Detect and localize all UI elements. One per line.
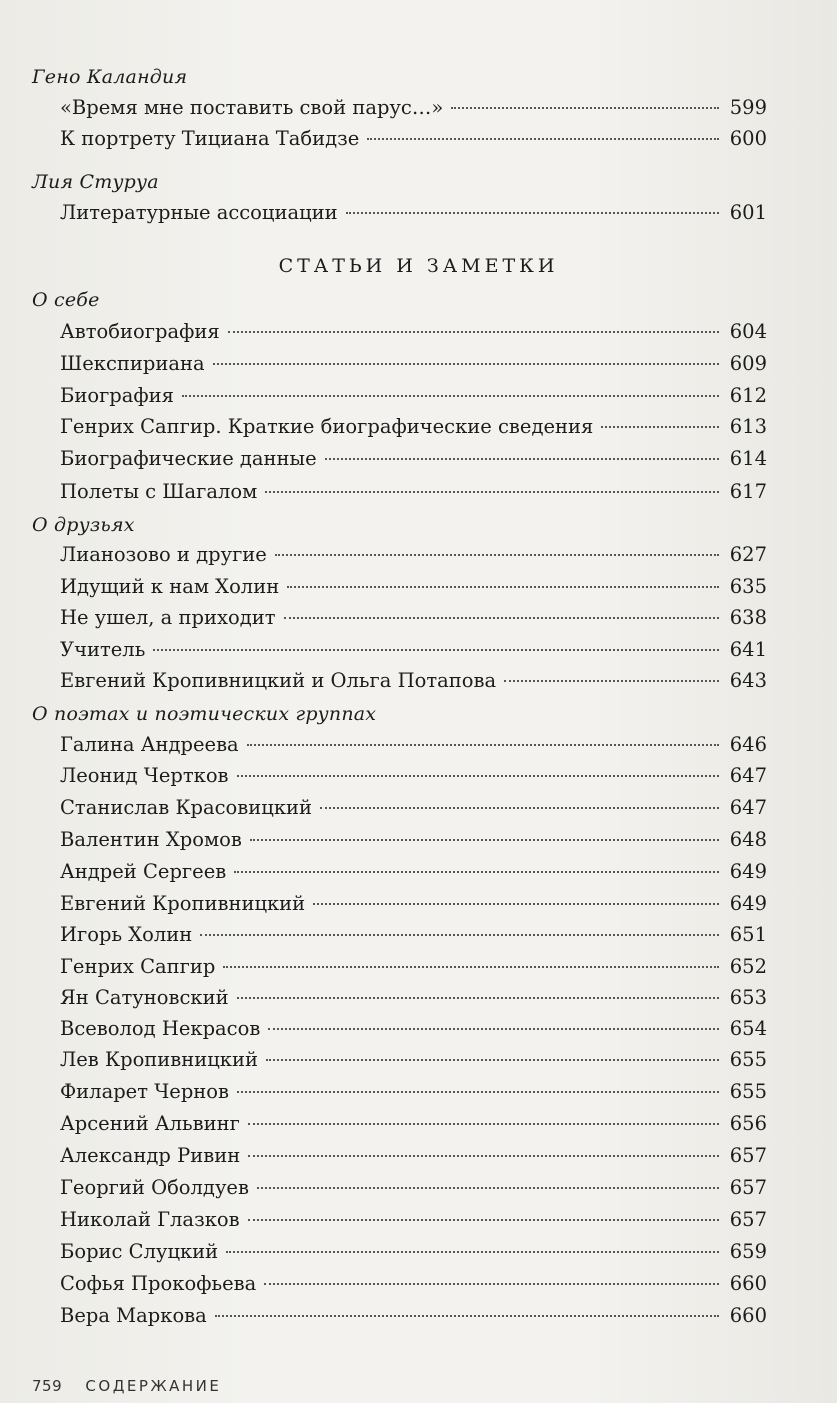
entry-page: 609: [729, 352, 767, 375]
toc-entry: [60, 828, 767, 859]
entry-title: Лианозово и другие: [60, 543, 267, 566]
toc-entry: [60, 892, 767, 923]
entry-page: 660: [729, 1272, 767, 1295]
dot-leader: [451, 107, 719, 109]
toc-entry: [60, 201, 767, 232]
entry-page: 655: [729, 1048, 767, 1071]
toc-entry: [60, 955, 767, 986]
dot-leader: [287, 586, 719, 588]
entry-title: Учитель: [60, 638, 146, 661]
toc-entry: [60, 1080, 767, 1111]
dot-leader: [213, 363, 719, 365]
entry-page: 635: [729, 575, 767, 598]
entry-page: 655: [729, 1080, 767, 1103]
section-author-head: Лия Стуруа: [32, 171, 159, 193]
entry-title: Ян Сатуновский: [60, 986, 229, 1009]
dot-leader: [320, 807, 719, 809]
dot-leader: [226, 1251, 719, 1253]
toc-entry: [60, 96, 767, 127]
entry-title: Леонид Чертков: [60, 764, 229, 787]
entry-title: Всеволод Некрасов: [60, 1017, 261, 1040]
toc-entry: [60, 543, 767, 574]
dot-leader: [234, 871, 719, 873]
entry-page: 648: [729, 828, 767, 851]
dot-leader: [325, 458, 719, 460]
entry-title: Борис Слуцкий: [60, 1240, 219, 1263]
dot-leader: [268, 1028, 719, 1030]
toc-entry: [60, 796, 767, 827]
entry-page: 652: [729, 955, 767, 978]
dot-leader: [247, 744, 719, 746]
entry-page: 646: [729, 733, 767, 756]
toc-entry: [60, 638, 767, 669]
entry-title: Лев Кропивницкий: [60, 1048, 258, 1071]
dot-leader: [504, 680, 719, 682]
dot-leader: [257, 1187, 719, 1189]
toc-entry: [60, 669, 767, 700]
toc-entry: [60, 352, 767, 383]
entry-page: 613: [729, 415, 767, 438]
toc-entry: [60, 384, 767, 415]
entry-page: 657: [729, 1144, 767, 1167]
entry-page: 659: [729, 1240, 767, 1263]
dot-leader: [265, 491, 719, 493]
dot-leader: [228, 331, 719, 333]
dot-leader: [248, 1123, 719, 1125]
entry-title: Арсений Альвинг: [60, 1112, 240, 1135]
toc-entry: [60, 575, 767, 606]
group-head: О друзьях: [32, 514, 135, 536]
dot-leader: [215, 1315, 719, 1317]
entry-page: 599: [729, 96, 767, 119]
entry-title: Софья Прокофьева: [60, 1272, 257, 1295]
toc-entry: [60, 1176, 767, 1207]
entry-title: Генрих Сапгир: [60, 955, 216, 978]
entry-title: Автобиография: [60, 320, 220, 343]
toc-entry: [60, 860, 767, 891]
toc-entry: [60, 1208, 767, 1239]
entry-page: 643: [729, 669, 767, 692]
entry-page: 660: [729, 1304, 767, 1327]
toc-entry: [60, 1112, 767, 1143]
entry-page: 653: [729, 986, 767, 1009]
entry-title: Георгий Оболдуев: [60, 1176, 249, 1199]
dot-leader: [250, 839, 719, 841]
dot-leader: [223, 966, 719, 968]
entry-page: 612: [729, 384, 767, 407]
toc-entry: [60, 1017, 767, 1048]
dot-leader: [200, 934, 719, 936]
dot-leader: [313, 903, 719, 905]
entry-page: 656: [729, 1112, 767, 1135]
entry-title: Андрей Сергеев: [60, 860, 227, 883]
entry-title: Идущий к нам Холин: [60, 575, 280, 598]
toc-entry: [60, 606, 767, 637]
entry-title: К портрету Тициана Табидзе: [60, 127, 360, 150]
toc-entry: [60, 415, 767, 446]
entry-title: Биографические данные: [60, 447, 317, 470]
dot-leader: [237, 1091, 719, 1093]
entry-page: 649: [729, 892, 767, 915]
entry-title: Галина Андреева: [60, 733, 239, 756]
entry-page: 601: [729, 201, 767, 224]
part-title: СТАТЬИ И ЗАМЕТКИ: [278, 255, 559, 277]
page-footer: [32, 1377, 221, 1395]
entry-title: Николай Глазков: [60, 1208, 240, 1231]
entry-page: 638: [729, 606, 767, 629]
entry-title: Филарет Чернов: [60, 1080, 230, 1103]
toc-entry: [60, 1304, 767, 1335]
entry-page: 614: [729, 447, 767, 470]
entry-page: 651: [729, 923, 767, 946]
entry-page: 627: [729, 543, 767, 566]
dot-leader: [367, 138, 719, 140]
toc-entry: [60, 1240, 767, 1271]
entry-page: 657: [729, 1176, 767, 1199]
entry-title: Генрих Сапгир. Краткие биографические сведения: [60, 415, 594, 438]
entry-page: 604: [729, 320, 767, 343]
entry-title: Евгений Кропивницкий и Ольга Потапова: [60, 669, 497, 692]
entry-page: 617: [729, 480, 767, 503]
entry-title: Вера Маркова: [60, 1304, 207, 1327]
entry-title: Не ушел, а приходит: [60, 606, 276, 629]
entry-title: Игорь Холин: [60, 923, 193, 946]
entry-title: Валентин Хромов: [60, 828, 242, 851]
entry-page: 657: [729, 1208, 767, 1231]
running-head: СОДЕРЖАНИЕ: [85, 1377, 222, 1395]
entry-page: 654: [729, 1017, 767, 1040]
entry-page: 600: [729, 127, 767, 150]
entry-title: Шекспириана: [60, 352, 205, 375]
page-number: 759: [32, 1377, 63, 1395]
dot-leader: [182, 395, 719, 397]
entry-title: Александр Ривин: [60, 1144, 241, 1167]
dot-leader: [237, 775, 719, 777]
toc-entry: [60, 923, 767, 954]
entry-title: Станислав Красовицкий: [60, 796, 312, 819]
toc-entry: [60, 447, 767, 478]
dot-leader: [248, 1219, 719, 1221]
toc-entry: [60, 127, 767, 158]
toc-entry: [60, 1144, 767, 1175]
entry-title: «Время мне поставить свой парус…»: [60, 96, 444, 119]
entry-page: 647: [729, 796, 767, 819]
entry-page: 647: [729, 764, 767, 787]
toc-entry: [60, 320, 767, 351]
entry-page: 641: [729, 638, 767, 661]
group-head: О поэтах и поэтических группах: [32, 703, 377, 725]
toc-entry: [60, 733, 767, 764]
toc-entry: [60, 986, 767, 1017]
dot-leader: [346, 212, 719, 214]
entry-title: Литературные ассоциации: [60, 201, 338, 224]
dot-leader: [264, 1283, 719, 1285]
dot-leader: [601, 426, 719, 428]
group-head: О себе: [32, 289, 100, 311]
section-author-head: Гено Каландия: [32, 66, 188, 88]
dot-leader: [275, 554, 719, 556]
toc-entry: [60, 1272, 767, 1303]
toc-entry: [60, 480, 767, 511]
dot-leader: [237, 997, 719, 999]
entry-page: 649: [729, 860, 767, 883]
entry-title: Полеты с Шагалом: [60, 480, 258, 503]
dot-leader: [266, 1059, 719, 1061]
entry-title: Биография: [60, 384, 174, 407]
toc-entry: [60, 764, 767, 795]
dot-leader: [284, 617, 720, 619]
dot-leader: [153, 649, 719, 651]
entry-title: Евгений Кропивницкий: [60, 892, 306, 915]
dot-leader: [248, 1155, 719, 1157]
toc-entry: [60, 1048, 767, 1079]
